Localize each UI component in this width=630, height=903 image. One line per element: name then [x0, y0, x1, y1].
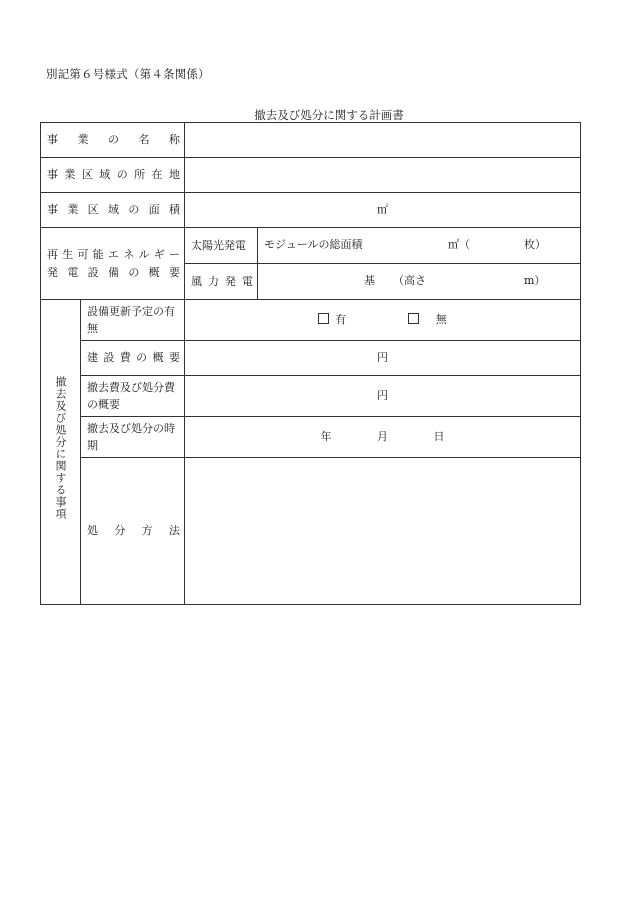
site-location-value[interactable] — [185, 158, 581, 193]
solar-value[interactable] — [258, 228, 581, 264]
timing-year: 年 — [320, 430, 332, 444]
row-construction-cost — [41, 341, 581, 376]
wind-height-unit: m） — [524, 274, 546, 287]
row-solar — [41, 228, 581, 264]
form-reference: 別記第６号様式（第４条関係） — [46, 67, 210, 81]
row-business-name — [41, 123, 581, 158]
timing-day: 日 — [433, 430, 445, 444]
disposal-cost-unit: 円 — [377, 389, 388, 403]
removal-section-label: 撤去及び処分に関する事項 — [41, 300, 81, 605]
business-name-value[interactable] — [185, 123, 581, 158]
renewal-label: 設備更新予定の有無 — [81, 300, 185, 341]
wind-value[interactable] — [258, 264, 581, 300]
renewal-yes-option[interactable]: 有 — [318, 313, 350, 326]
timing-month: 月 — [377, 430, 388, 444]
solar-area-unit: ㎡（ — [448, 238, 470, 251]
row-site-location — [41, 158, 581, 193]
wind-label: 風 力 発 電 — [185, 264, 258, 300]
site-location-label: 事 業 区 域 の 所 在 地 — [41, 158, 185, 193]
renewal-no-option[interactable]: 無 — [408, 313, 447, 326]
row-timing — [41, 417, 581, 458]
wind-height-open: （高さ — [393, 274, 426, 287]
row-site-area — [41, 193, 581, 228]
checkbox-yes[interactable] — [318, 313, 329, 324]
checkbox-no[interactable] — [408, 313, 419, 324]
timing-label: 撤去及び処分の時期 — [81, 417, 185, 458]
row-renewal — [41, 300, 581, 341]
wind-units-label: 基 — [364, 274, 375, 287]
disposal-method-value[interactable] — [185, 458, 581, 605]
row-disposal-cost — [41, 376, 581, 417]
solar-label: 太陽光発電 — [185, 228, 258, 264]
document-title: 撤去及び処分に関する計画書 — [254, 108, 404, 122]
renewal-value — [185, 300, 581, 341]
row-disposal-method — [41, 458, 581, 605]
disposal-method-label: 処 分 方 法 — [81, 458, 185, 605]
site-area-label: 事 業 区 域 の 面 積 — [41, 193, 185, 228]
plan-table — [40, 122, 581, 605]
timing-value[interactable] — [185, 417, 581, 458]
re-overview-label-line1: 再 生 可 能 エ ネ ル ギ ー — [47, 248, 180, 262]
re-overview-label — [41, 228, 185, 300]
construction-cost-label: 建 設 費 の 概 要 — [81, 341, 185, 376]
construction-cost-value[interactable] — [185, 341, 581, 376]
business-name-label: 事 業 の 名 称 — [41, 123, 185, 158]
disposal-cost-value[interactable] — [185, 376, 581, 417]
solar-module-text: モジュールの総面積 — [264, 238, 363, 251]
disposal-cost-label: 撤去費及び処分費の概要 — [81, 376, 185, 417]
construction-cost-unit: 円 — [377, 351, 388, 365]
site-area-value[interactable] — [185, 193, 581, 228]
re-overview-label-line2: 発 電 設 備 の 概 要 — [47, 265, 180, 279]
solar-count-unit: 枚） — [524, 238, 546, 251]
site-area-unit: ㎡ — [377, 203, 388, 217]
